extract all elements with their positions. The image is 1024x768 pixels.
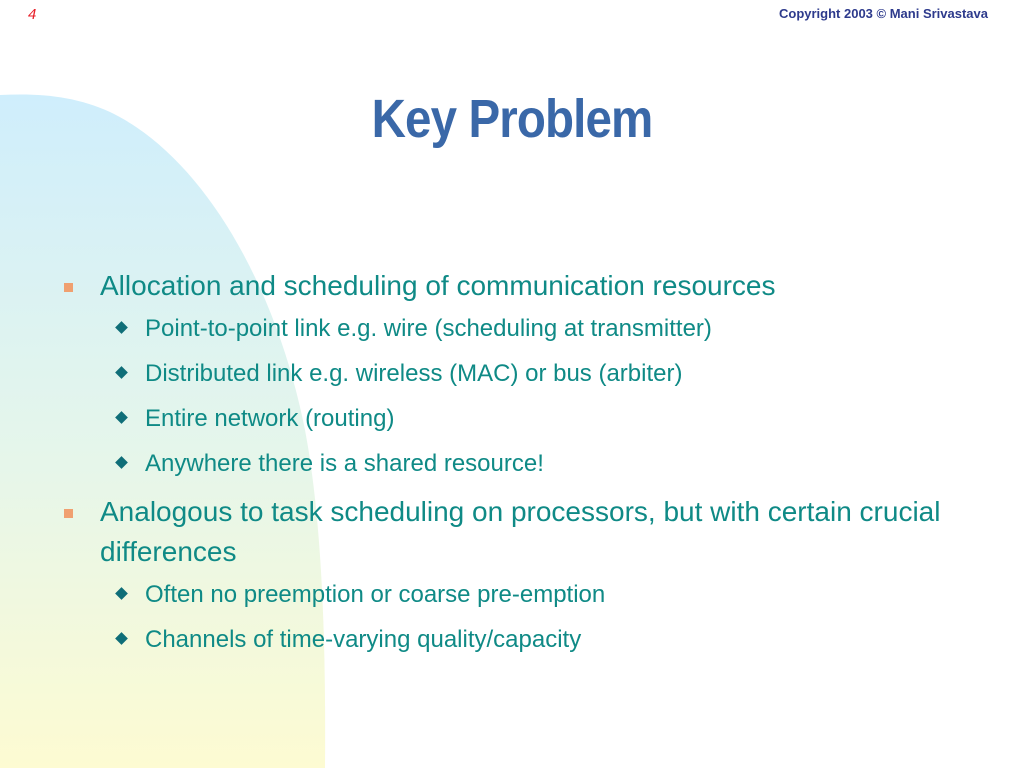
- square-bullet-icon: [64, 283, 73, 292]
- sub-bullet-item: [62, 306, 962, 351]
- bullet-text: Allocation and scheduling of communication resources: [100, 270, 776, 301]
- slide-number: 4: [28, 6, 37, 23]
- sub-bullet-item: [62, 572, 962, 617]
- sub-bullet-item: [62, 351, 962, 396]
- sub-bullet-item: [62, 617, 962, 662]
- sub-bullet-text: Point-to-point link e.g. wire (scheduling at transmitter): [145, 315, 712, 342]
- diamond-bullet-icon: [115, 456, 128, 469]
- sub-bullet-item: [62, 441, 962, 486]
- sub-bullet-text: Entire network (routing): [145, 405, 395, 432]
- slide-body: [62, 262, 962, 662]
- slide-title: Key Problem: [371, 89, 653, 149]
- sub-bullet-text: Channels of time-varying quality/capacity: [145, 626, 582, 653]
- sub-bullet-text: Often no preemption or coarse pre-emption: [145, 581, 606, 608]
- diamond-bullet-icon: [115, 321, 128, 334]
- sub-bullet-item: [62, 396, 962, 441]
- bullet-item: [62, 492, 962, 572]
- diamond-bullet-icon: [115, 411, 128, 424]
- bullet-text: Analogous to task scheduling on processors, but with certain crucial differences: [100, 496, 941, 567]
- sub-bullet-text: Anywhere there is a shared resource!: [145, 450, 544, 477]
- diamond-bullet-icon: [115, 366, 128, 379]
- sub-bullet-text: Distributed link e.g. wireless (MAC) or bus (arbiter): [145, 360, 683, 387]
- bullet-item: [62, 266, 962, 306]
- diamond-bullet-icon: [115, 632, 128, 645]
- square-bullet-icon: [64, 509, 73, 518]
- copyright-notice: Copyright 2003 © Mani Srivastava: [779, 6, 988, 21]
- diamond-bullet-icon: [115, 587, 128, 600]
